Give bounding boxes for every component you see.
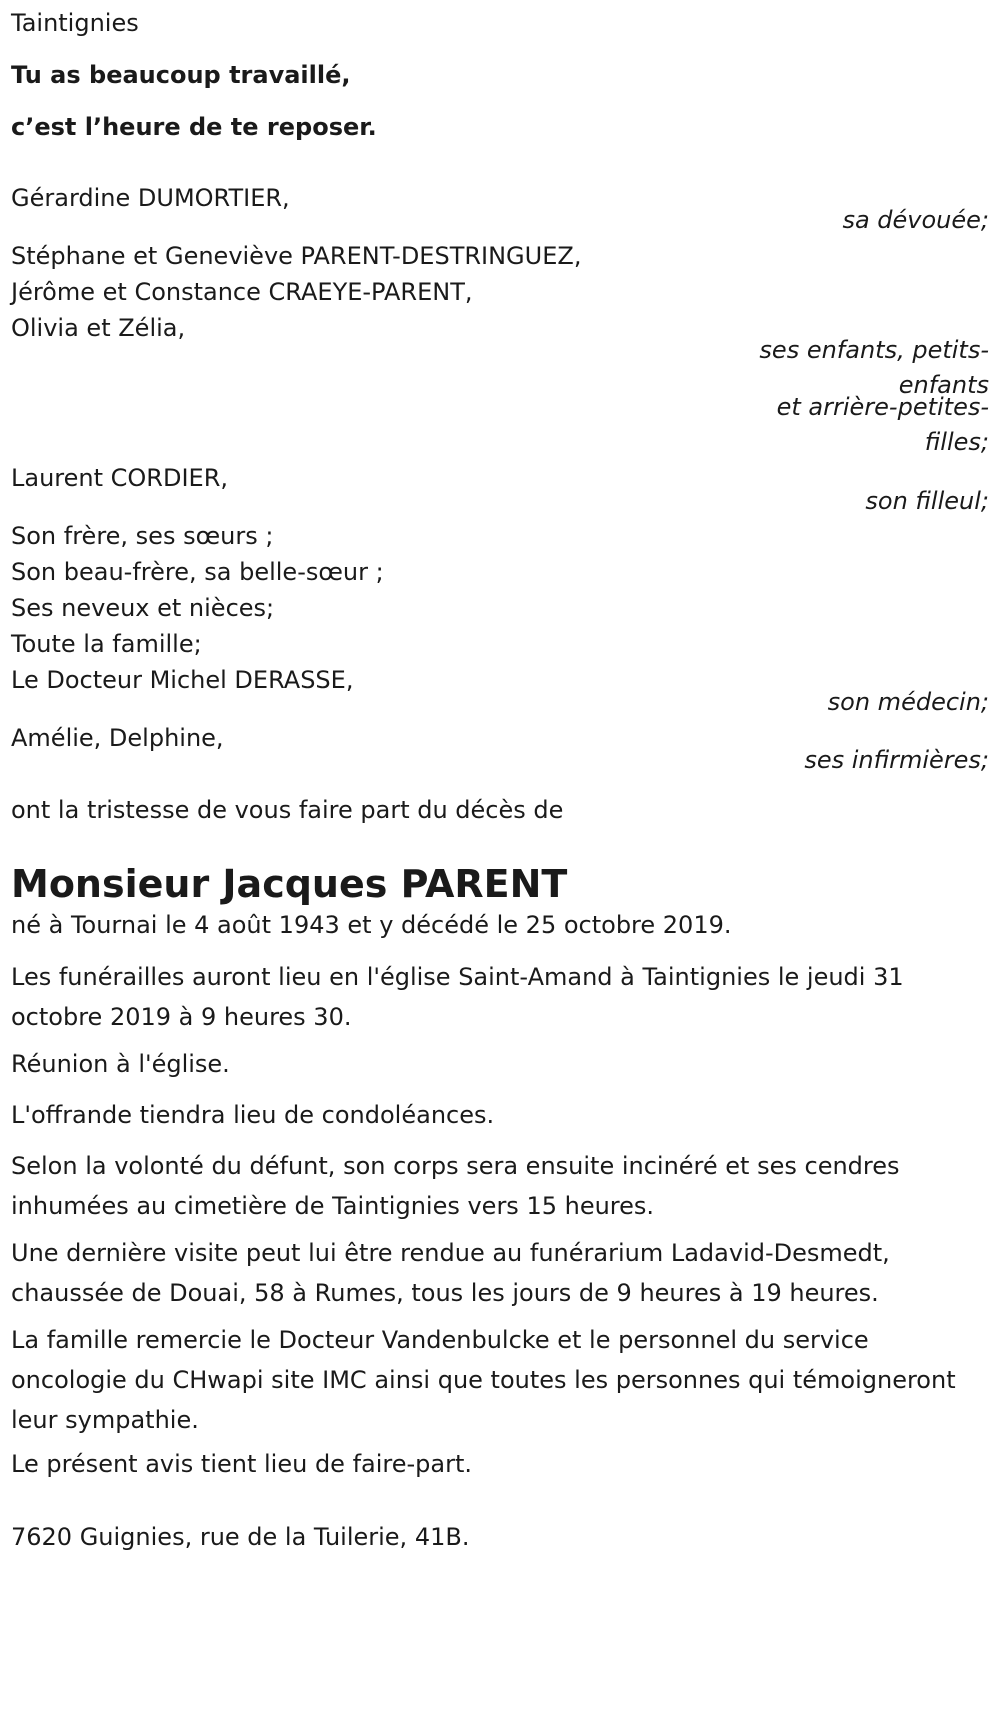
address: 7620 Guignies, rue de la Tuilerie, 41B. bbox=[11, 1523, 470, 1551]
funeral-details: Les funérailles auront lieu en l'église Saint-Amand à Taintignies le jeudi 31 octobre 2019 à 9 heures 30. bbox=[11, 963, 904, 1031]
cremation-details: Selon la volonté du défunt, son corps sera ensuite incinéré et ses cendres inhumées au cimetière de Taintignies vers 15 heures. bbox=[11, 1152, 900, 1220]
verse-line-1: Tu as beaucoup travaillé, bbox=[11, 61, 351, 89]
family-line-3: Ses neveux et nièces; bbox=[11, 594, 275, 622]
children-relation-4: filles; bbox=[924, 428, 989, 456]
doctor-name: Le Docteur Michel DERASSE, bbox=[11, 666, 354, 694]
family-line-2: Son beau-frère, sa belle-sœur ; bbox=[11, 558, 384, 586]
place-heading: Taintignies bbox=[11, 9, 139, 37]
children-line-1: Stéphane et Geneviève PARENT-DESTRINGUEZ, bbox=[11, 242, 582, 270]
godson-name: Laurent CORDIER, bbox=[11, 464, 228, 492]
doctor-relation: son médecin; bbox=[827, 688, 989, 716]
meeting-details: Réunion à l'église. bbox=[11, 1050, 230, 1078]
visit-details: Une dernière visite peut lui être rendue au funérarium Ladavid-Desmedt, chaussée de Douai, 58 à Rumes, tous les jours de 9 heures à 19 heures. bbox=[11, 1239, 890, 1307]
family-line-1: Son frère, ses sœurs ; bbox=[11, 522, 274, 550]
nurses-names: Amélie, Delphine, bbox=[11, 724, 224, 752]
children-line-2: Jérôme et Constance CRAEYE-PARENT, bbox=[11, 278, 473, 306]
verse-line-2: c’est l’heure de te reposer. bbox=[11, 113, 377, 141]
spouse-name: Gérardine DUMORTIER, bbox=[11, 184, 290, 212]
children-relation-3: et arrière-petites- bbox=[776, 393, 989, 421]
children-line-3: Olivia et Zélia, bbox=[11, 314, 186, 342]
notice-text: Le présent avis tient lieu de faire-part. bbox=[11, 1450, 473, 1478]
children-relation-1: ses enfants, petits- bbox=[759, 336, 989, 364]
nurses-relation: ses infirmières; bbox=[804, 746, 989, 774]
thanks-text: La famille remercie le Docteur Vandenbulcke et le personnel du service oncologie du CHwapi site IMC ainsi que toutes les personnes qui témoigneront leur sympathie. bbox=[11, 1326, 956, 1434]
family-line-4: Toute la famille; bbox=[11, 630, 202, 658]
deceased-dates: né à Tournai le 4 août 1943 et y décédé le 25 octobre 2019. bbox=[11, 911, 732, 939]
offering-details: L'offrande tiendra lieu de condoléances. bbox=[11, 1101, 495, 1129]
deceased-name: Monsieur Jacques PARENT bbox=[11, 862, 568, 906]
children-relation-2: enfants bbox=[898, 371, 989, 399]
godson-relation: son filleul; bbox=[865, 487, 989, 515]
spouse-relation: sa dévouée; bbox=[842, 206, 989, 234]
announcement-text: ont la tristesse de vous faire part du décès de bbox=[11, 796, 564, 824]
